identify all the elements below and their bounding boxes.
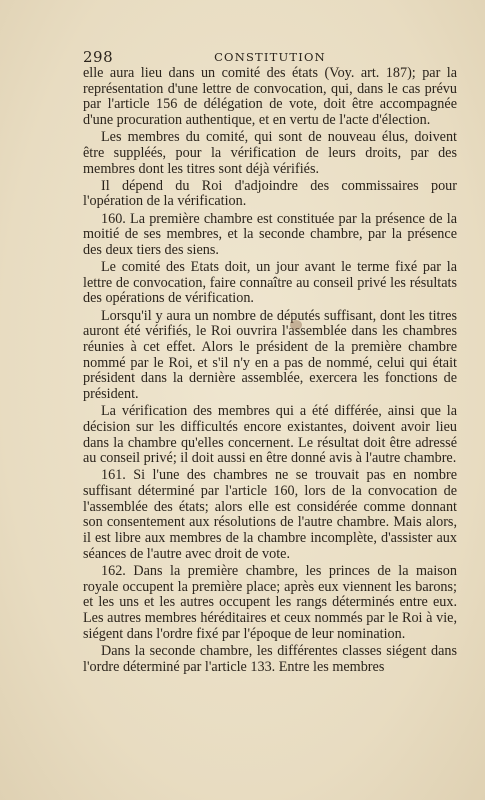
paragraph: 160. La première chambre est constituée par la présence de la moitié de ses membres, et la seconde chambre, par la présence des deux tiers des siens. — [83, 210, 457, 258]
paragraph: elle aura lieu dans un comité des états (Voy. art. 187); par la représentation d'une lettre de convocation, qui, dans le cas prévu par l'article 156 de délégation de vote, doit être accompagnée d'une procuration authentique, et en vertu de l'acte d'élection. — [83, 65, 457, 129]
paragraph: 161. Si l'une des chambres ne se trouvait pas en nombre suffisant déterminé par l'article 160, lors de la convocation de l'assemblée des états; alors elle est considérée comme donnant son consentement aux résolutions de l'autre chambre. Mais alors, il est libre aux membres de la chambre incomplète, d'assister aux séances de l'autre avec droit de vote. — [83, 467, 457, 562]
paragraph: Le comité des Etats doit, un jour avant le terme fixé par la lettre de convocation, faire connaître au conseil privé les résultats des opérations de vérification. — [83, 259, 457, 307]
running-head: CONSTITUTION — [214, 50, 326, 64]
paragraph: Les membres du comité, qui sont de nouveau élus, doivent être suppléés, pour la vérification de leurs droits, par des membres dont les titres sont déjà vérifiés. — [83, 129, 457, 177]
page-header — [83, 48, 457, 64]
paragraph: Lorsqu'il y aura un nombre de députés suffisant, dont les titres auront été vérifiés, le Roi ouvrira l'assemblée dans les chambres réunies à cet effet. Alors le président de la première chambre nommé par le Roi, et s'il n'y en a pas de nommé, celui qui était président dans la dernière assemblée, exercera les fonctions de président. — [83, 307, 457, 403]
paragraph: Il dépend du Roi d'adjoindre des commissaires pour l'opération de la vérification. — [83, 177, 457, 210]
paragraph: Dans la seconde chambre, les différentes classes siégent dans l'ordre déterminé par l'article 133. Entre les membres — [83, 642, 457, 675]
paragraph: La vérification des membres qui a été différée, ainsi que la décision sur les difficultés encore existantes, doivent avoir lieu dans la chambre qu'elles concernent. Le résultat doit être adressé au conseil privé; il doit aussi en être donné avis à l'autre chambre. — [83, 403, 457, 467]
ink-stain — [290, 320, 302, 330]
paragraph: 162. Dans la première chambre, les princes de la maison royale occupent la première place; après eux viennent les barons; et les uns et les autres occupent les rangs déterminés entre eux. Les autres membres héréditaires et ceux nommés par le Roi à vie, siégent dans l'ordre fixé par l'époque de leur nomination. — [83, 562, 457, 642]
body-text — [83, 66, 457, 677]
page-number: 298 — [83, 48, 114, 66]
